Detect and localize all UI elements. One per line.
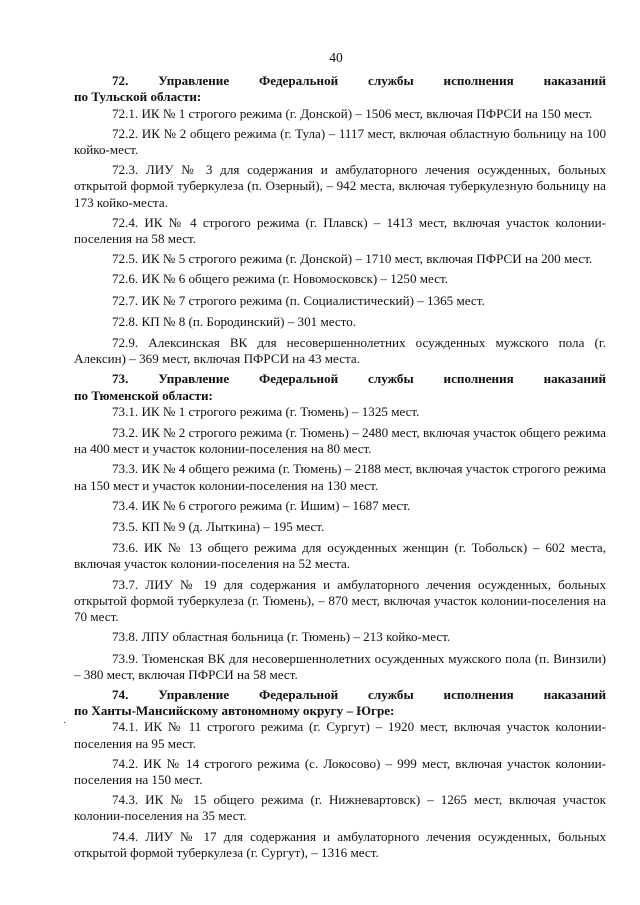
list-item: 73.4. ИК № 6 строгого режима (г. Ишим) – 1687 мест. — [112, 497, 411, 513]
list-item: 73.6. ИК № 13 общего режима для осужденных женщин (г. Тобольск) – 602 места, включая участок колонии-поселения на 52 места. — [74, 540, 606, 572]
section-heading — [74, 73, 606, 105]
section-heading-line1 — [74, 371, 606, 387]
section-title-continued: по Тульской области: — [74, 89, 202, 105]
list-item: 73.9. Тюменская ВК для несовершеннолетних осужденных мужского пола (п. Винзили) – 380 мест, включая ПФРСИ на 58 мест. — [74, 650, 606, 682]
list-item: 72.6. ИК № 6 общего режима (г. Новомосковск) – 1250 мест. — [112, 271, 449, 287]
list-item: 73.8. ЛПУ областная больница (г. Тюмень) – 213 койко-мест. — [112, 629, 451, 645]
section-number: 73. — [112, 371, 129, 387]
section-74 — [74, 687, 606, 861]
scan-speck: · — [63, 718, 67, 729]
list-item: 73.7. ЛИУ № 19 для содержания и амбулаторного лечения осужденных, больных открытой формой туберкулеза (г. Тюмень), – 870 мест, включая участок колонии-поселения на 70 мест. — [74, 576, 606, 625]
list-item: 72.4. ИК № 4 строгого режима (г. Плавск) – 1413 мест, включая участок колонии-поселения на 58 мест. — [74, 214, 606, 247]
section-title: Управление Федеральной службы исполнения наказаний — [158, 371, 607, 387]
section-title: Управление Федеральной службы исполнения наказаний — [158, 686, 607, 702]
list-item: 73.5. КП № 9 (д. Лыткина) – 195 мест. — [112, 519, 325, 535]
list-item: 72.1. ИК № 1 строгого режима (г. Донской) – 1506 мест, включая ПФРСИ на 150 мест. — [112, 105, 593, 121]
list-item: 74.2. ИК № 14 строгого режима (с. Локосово) – 999 мест, включая участок колонии-поселения на 150 мест. — [74, 755, 606, 787]
list-item: 73.3. ИК № 4 общего режима (г. Тюмень) – 2188 мест, включая участок строгого режима на 150 мест и участок колонии-поселения на 130 мест. — [74, 461, 606, 493]
list-item: 74.3. ИК № 15 общего режима (г. Нижневартовск) – 1265 мест, включая участок колонии-поселения на 35 мест. — [74, 792, 606, 824]
section-heading-line1 — [74, 73, 606, 89]
list-item: 72.3. ЛИУ № 3 для содержания и амбулаторного лечения осужденных, больных открытой формой туберкулеза (п. Озерный), – 942 места, включая туберкулезную больницу на 173 койко-места. — [74, 162, 606, 210]
section-number: 72. — [112, 73, 129, 89]
list-item: 72.7. ИК № 7 строгого режима (п. Социалистический) – 1365 мест. — [112, 292, 485, 308]
list-item: 72.5. ИК № 5 строгого режима (г. Донской) – 1710 мест, включая ПФРСИ на 200 мест. — [112, 251, 593, 267]
list-item: 73.1. ИК № 1 строгого режима (г. Тюмень) – 1325 мест. — [112, 403, 420, 419]
list-item: 72.8. КП № 8 (п. Бородинский) – 301 место. — [112, 313, 357, 329]
section-title: Управление Федеральной службы исполнения наказаний — [158, 73, 607, 89]
list-item: 74.1. ИК № 11 строгого режима (г. Сургут) – 1920 мест, включая участок колонии-поселения на 95 мест. — [74, 719, 606, 751]
section-72 — [74, 73, 606, 367]
section-heading — [74, 371, 606, 403]
section-heading-line1 — [74, 687, 606, 703]
list-item: 73.2. ИК № 2 строгого режима (г. Тюмень) – 2480 мест, включая участок общего режима на 400 мест и участок колонии-поселения на 80 мест. — [74, 425, 606, 457]
list-item: 74.4. ЛИУ № 17 для содержания и амбулаторного лечения осужденных, больных открытой формой туберкулеза (г. Сургут), – 1316 мест. — [74, 828, 606, 860]
section-73 — [74, 371, 606, 682]
section-number: 74. — [112, 686, 129, 702]
page-number: 40 — [329, 50, 343, 65]
section-heading — [74, 687, 606, 719]
section-title-continued: по Тюменской области: — [74, 387, 213, 403]
list-item: 72.2. ИК № 2 общего режима (г. Тула) – 1117 мест, включая областную больницу на 100 койко-мест. — [74, 125, 606, 158]
list-item: 72.9. Алексинская ВК для несовершеннолетних осужденных мужского пола (г. Алексин) – 369 мест, включая ПФРСИ на 43 места. — [74, 335, 606, 367]
section-title-continued: по Ханты-Мансийскому автономному округу – Югре: — [74, 703, 395, 719]
